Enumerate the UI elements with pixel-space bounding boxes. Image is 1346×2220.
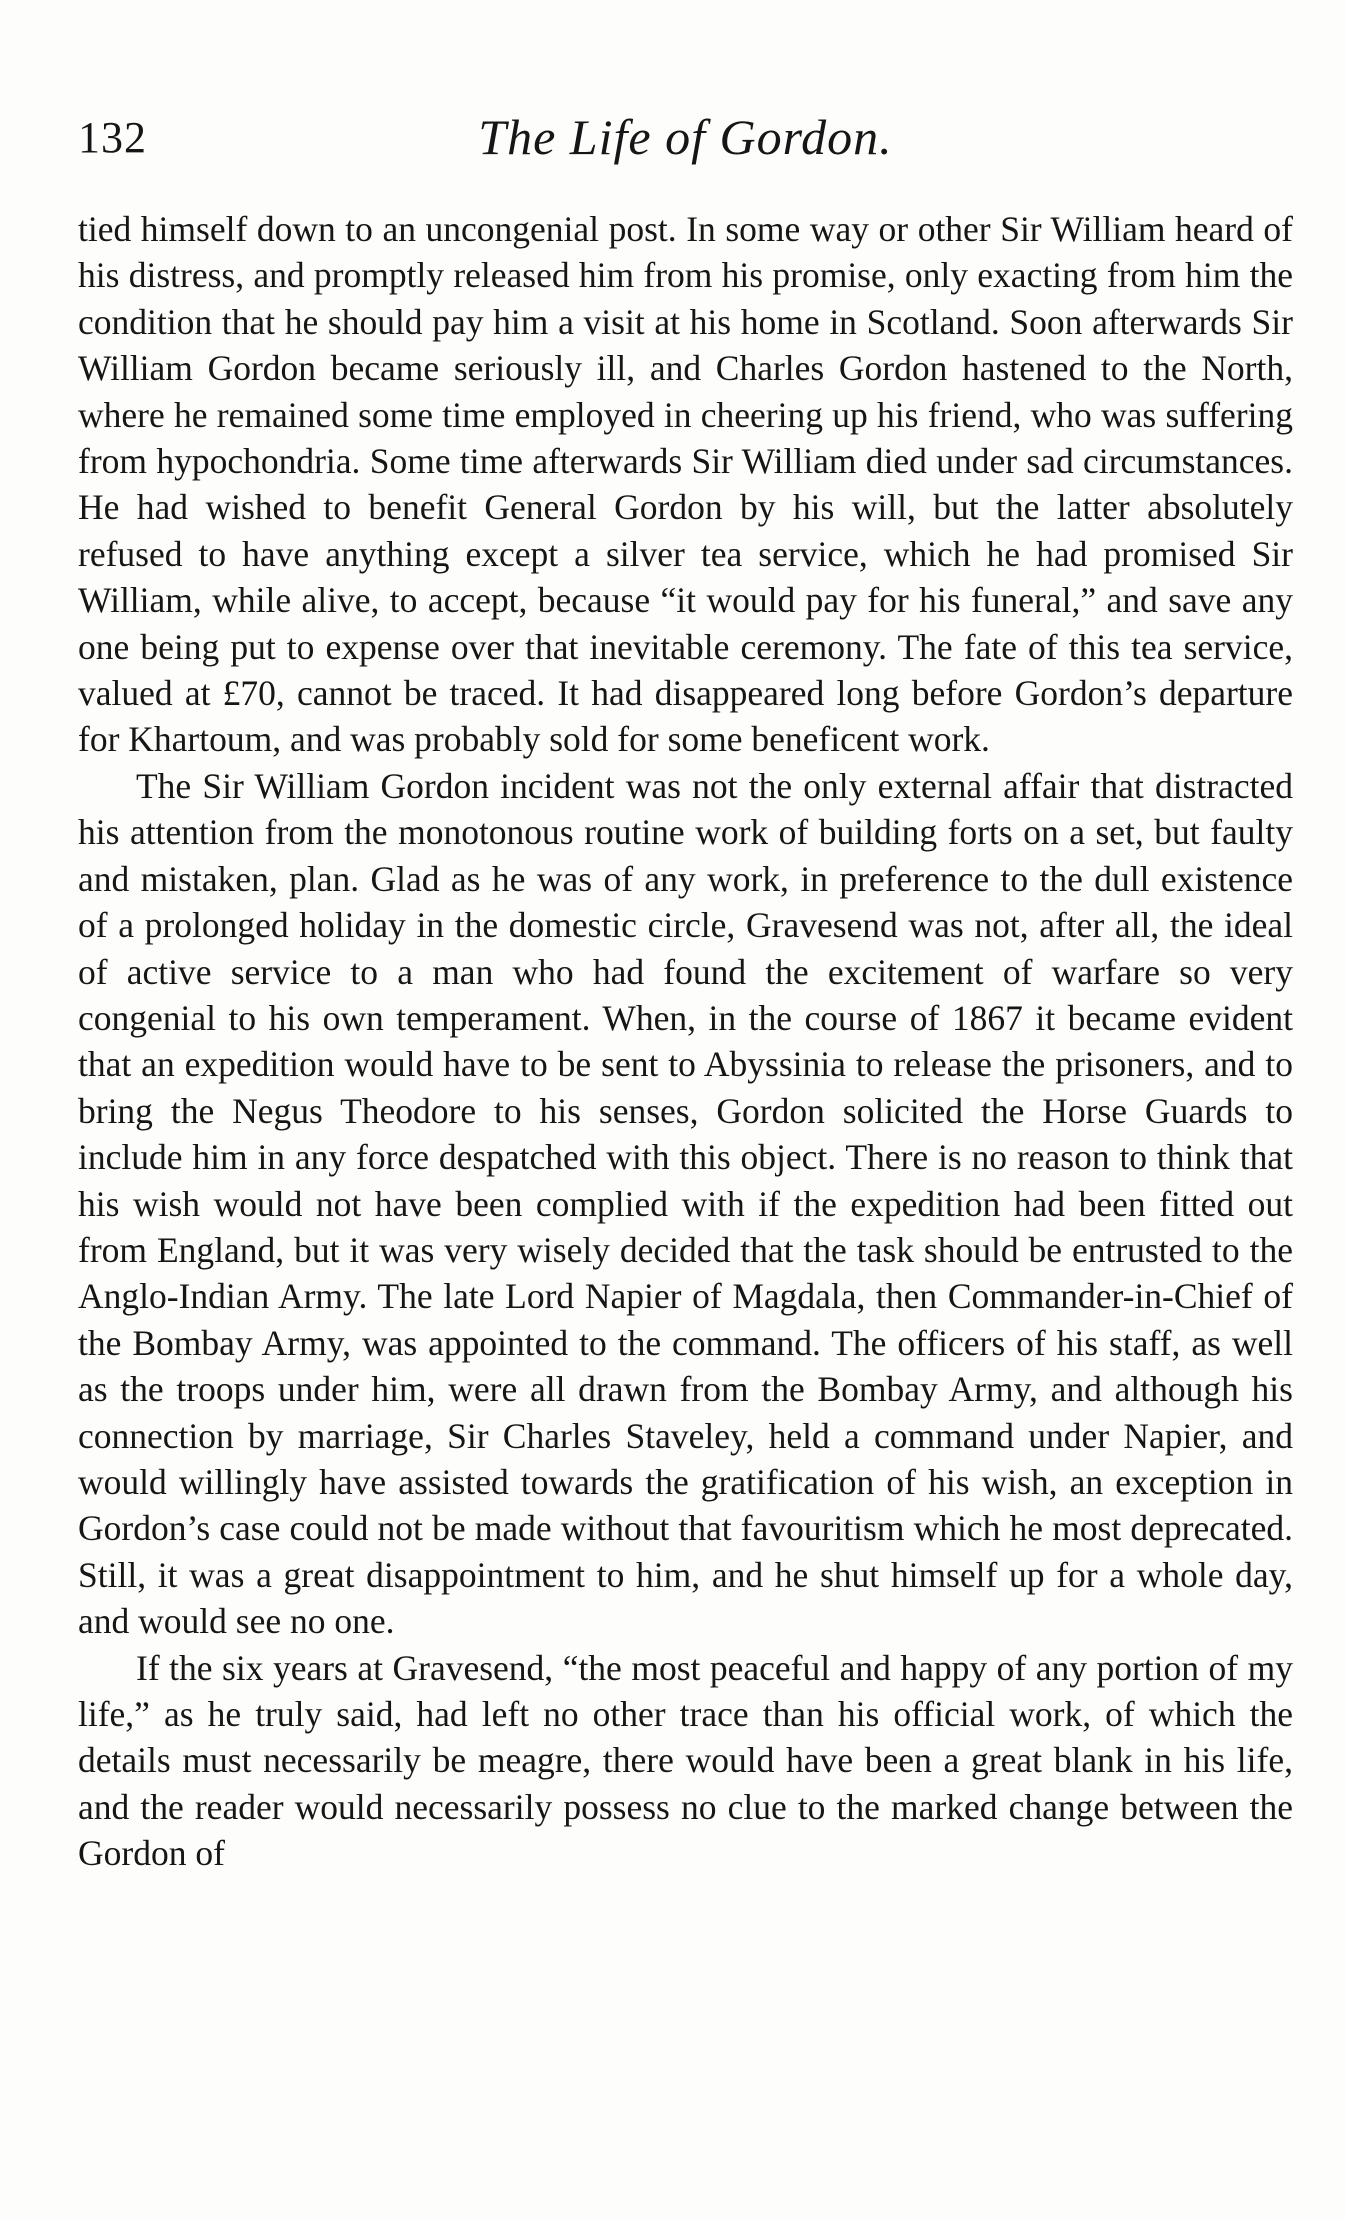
page-number: 132 xyxy=(78,113,147,162)
running-head xyxy=(78,108,1293,168)
paragraph: If the six years at Gravesend, “the most peaceful and happy of any portion of my life,” as he truly said, had left no other trace than his official work, of which the details must necessarily be meagre, there would have been a great blank in his life, and the reader would necessarily possess no clue to the marked change between the Gordon of xyxy=(78,1647,1293,1874)
book-title: The Life of Gordon. xyxy=(478,109,893,165)
body-text xyxy=(78,206,1293,1877)
paragraph: tied himself down to an uncongenial post. In some way or other Sir William heard of his distress, and promptly released him from his promise, only exacting from him the condition that he should pay him a visit at his home in Scotland. Soon afterwards Sir William Gordon became seriously ill, and Charles Gordon hastened to the North, where he remained some time employed in cheering up his friend, who was suffering from hypochondria. Some time afterwards Sir William died under sad circumstances. He had wished to benefit General Gordon by his will, but the latter absolutely refused to have anything except a silver tea service, which he had promised Sir William, while alive, to accept, because “it would pay for his funeral,” and save any one being put to expense over that inevitable ceremony. The fate of this tea service, valued at £70, cannot be traced. It had disappeared long before Gordon’s departure for Khartoum, and was probably sold for some beneficent work. xyxy=(78,209,1293,760)
paragraph: The Sir William Gordon incident was not the only external affair that distracted his attention from the monotonous routine work of building forts on a set, but faulty and mistaken, plan. Glad as he was of any work, in preference to the dull existence of a prolonged holiday in the domestic circle, Gravesend was not, after all, the ideal of active service to a man who had found the excitement of warfare so very congenial to his own temperament. When, in the course of 1867 it became evident that an expedition would have to be sent to Abyssinia to release the prisoners, and to bring the Negus Theodore to his senses, Gordon solicited the Horse Guards to include him in any force despatched with this object. There is no reason to think that his wish would not have been complied with if the expedition had been fitted out from England, but it was very wisely decided that the task should be entrusted to the Anglo-Indian Army. The late Lord Napier of Magdala, then Commander-in-Chief of the Bombay Army, was appointed to the command. The officers of his staff, as well as the troops under him, were all drawn from the Bombay Army, and although his connection by marriage, Sir Charles Staveley, held a command under Napier, and would willingly have assisted towards the gratification of his wish, an exception in Gordon’s case could not be made without that favouritism which he most deprecated. Still, it was a great disappointment to him, and he shut himself up for a whole day, and would see no one. xyxy=(78,765,1293,1642)
